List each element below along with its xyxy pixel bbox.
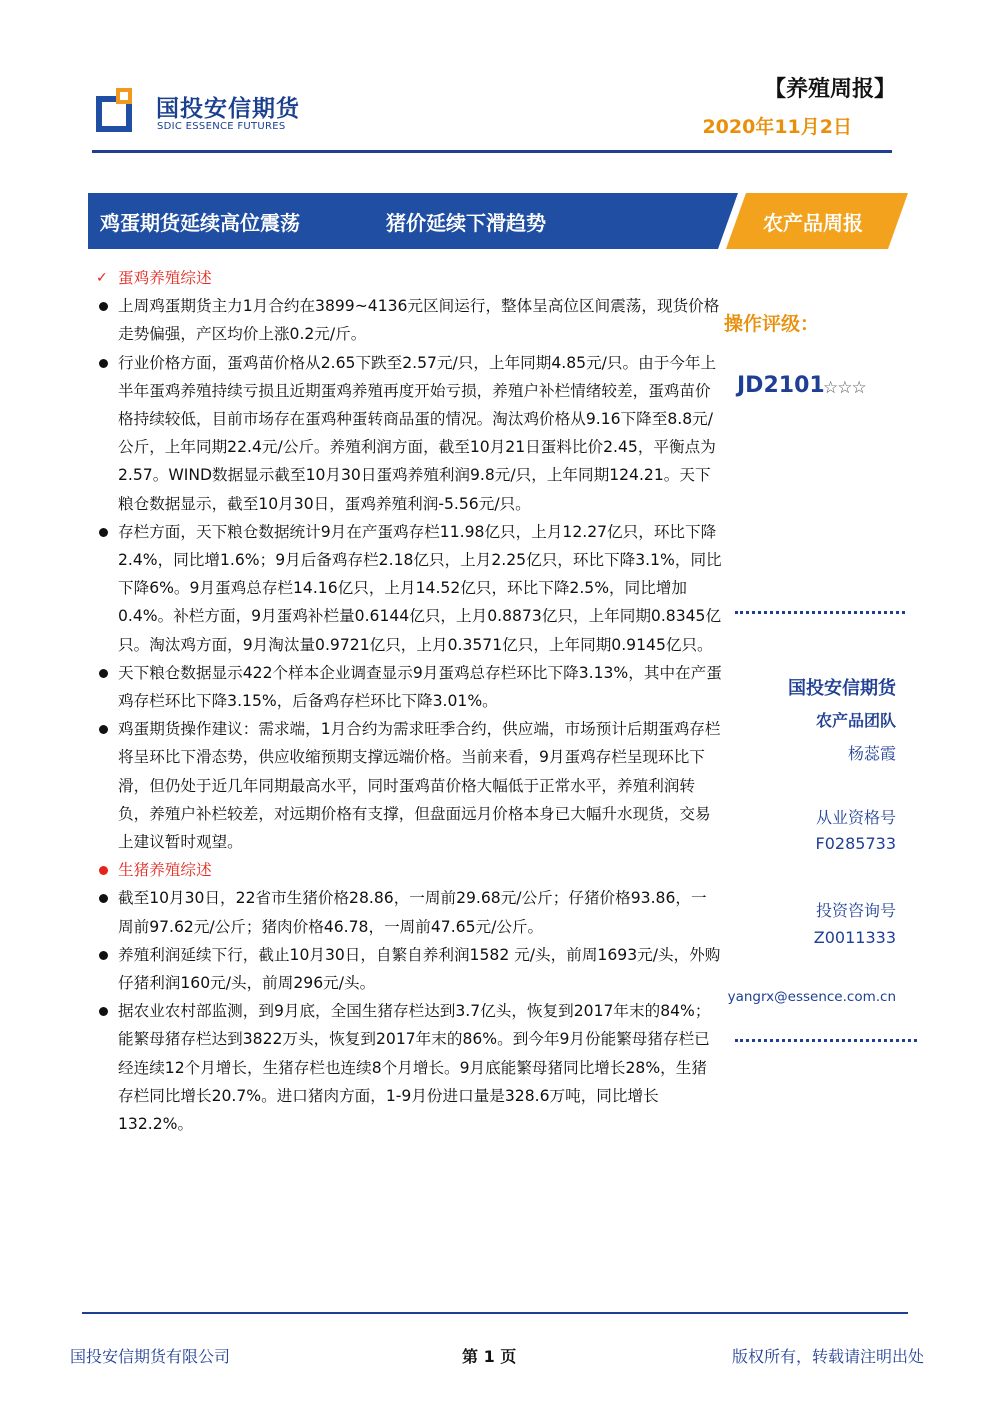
- paragraph: [96, 715, 722, 856]
- analyst-name: 杨蕊霞: [847, 744, 896, 763]
- paragraph-text: 鸡蛋期货操作建议：需求端，1月合约为需求旺季合约，供应端，市场预计后期蛋鸡存栏将呈环比下滑态势，供应收缩预期支撑远端价格。当前来看，9月蛋鸡存栏呈现环比下滑，但仍处于近几年同期最高水平，同时蛋鸡苗价格大幅低于正常水平，养殖利润转负，养殖户补栏较差，对远期价格有支撑，但盘面远月价格本身已大幅升水现货，交易上建议暂时观望。: [118, 720, 721, 852]
- header-divider: [92, 150, 892, 153]
- paragraph: [96, 292, 722, 348]
- consult-number: Z0011333: [813, 928, 896, 947]
- qualification-label: 从业资格号: [815, 808, 896, 827]
- page-number: 第 1 页: [462, 1347, 517, 1366]
- company-logo-icon: [96, 88, 140, 132]
- section-heading-hogs: [96, 856, 722, 884]
- sidebar-divider: [735, 1039, 917, 1042]
- headline-eggs: 鸡蛋期货延续高位震荡: [100, 211, 300, 235]
- star-rating-icon: ☆☆☆: [823, 378, 866, 398]
- consult-label: 投资咨询号: [815, 901, 896, 920]
- sidebar-company: 国投安信期货: [788, 678, 896, 699]
- report-date: 2020年11月2日: [702, 116, 852, 138]
- paragraph: [96, 941, 722, 997]
- footer-company: 国投安信期货有限公司: [70, 1347, 231, 1366]
- paragraph: [96, 659, 722, 715]
- bullet-icon: [99, 669, 108, 678]
- report-type: 【养殖周报】: [763, 77, 896, 102]
- headline-hogs: 猪价延续下滑趋势: [386, 211, 546, 235]
- rating-label: 操作评级：: [724, 313, 820, 335]
- bullet-icon: [99, 528, 108, 537]
- paragraph-text: 养殖利润延续下行，截止10月30日，自繁自养利润1582 元/头，前周1693元/头，外购仔猪利润160元/头，前周296元/头。: [118, 945, 721, 993]
- paragraph: [96, 518, 722, 659]
- paragraph-text: 存栏方面，天下粮仓数据统计9月在产蛋鸡存栏11.98亿只，上月12.27亿只，环比下降2.4%，同比增1.6%；9月后备鸡存栏2.18亿只，上月2.25亿只，环比下降3.1%，同比下降6%。9月蛋鸡总存栏14.16亿只，上月14.52亿只，环比下降2.5%，同比增加0.4%。补栏方面，9月蛋鸡补栏量0.6144亿只，上月0.8873亿只，上年同期0.8345亿只。淘汰鸡方面，9月淘汰量0.9721亿只，上月0.3571亿只，上年同期0.9145亿只。: [118, 522, 722, 654]
- logo-text-en: SDIC ESSENCE FUTURES: [157, 121, 286, 132]
- footer-divider: [82, 1312, 908, 1314]
- check-icon: ✓: [96, 270, 108, 286]
- bullet-icon: [99, 1007, 108, 1016]
- paragraph-text: 上周鸡蛋期货主力1月合约在3899~4136元区间运行，整体呈高位区间震荡，现货价格走势偏强，产区均价上涨0.2元/斤。: [118, 297, 720, 344]
- paragraph: [96, 349, 722, 518]
- section-title: 生猪养殖综述: [118, 861, 212, 880]
- footer-copyright: 版权所有，转载请注明出处: [731, 1347, 924, 1366]
- paragraph: [96, 884, 722, 940]
- paragraph-text: 截至10月30日，22省市生猪价格28.86，一周前29.68元/公斤；仔猪价格93.86，一周前97.62元/公斤；猪肉价格46.78，一周前47.65元/公斤。: [118, 889, 707, 936]
- paragraph-text: 行业价格方面，蛋鸡苗价格从2.65下跌至2.57元/只，上年同期4.85元/只。由于今年上半年蛋鸡养殖持续亏损且近期蛋鸡养殖再度开始亏损，养殖户补栏情绪较差，蛋鸡苗价格持续较低，目前市场存在蛋鸡种蛋转商品蛋的情况。淘汰鸡价格从9.16下降至8.8元/公斤，上年同期22.4元/公斤。养殖利润方面，截至10月21日蛋料比价2.45，平衡点为2.57。WIND数据显示截至10月30日蛋鸡养殖利润9.8元/只，上年同期124.21。天下粮仓数据显示，截至10月30日，蛋鸡养殖利润-5.56元/只。: [118, 353, 717, 513]
- report-body: [96, 264, 722, 1138]
- section-heading-eggs: [96, 264, 722, 292]
- sidebar-divider: [735, 611, 905, 614]
- red-bullet-icon: [99, 866, 108, 875]
- paragraph-text: 天下粮仓数据显示422个样本企业调查显示9月蛋鸡总存栏环比下降3.13%，其中在产蛋鸡存栏环比下降3.15%，后备鸡存栏环比下降3.01%。: [118, 663, 722, 711]
- section-title: 蛋鸡养殖综述: [118, 269, 212, 287]
- bullet-icon: [99, 359, 108, 368]
- paragraph: [96, 997, 722, 1138]
- bullet-icon: [99, 725, 108, 734]
- sidebar-team: 农产品团队: [815, 711, 896, 730]
- contract-code: JD2101: [737, 373, 825, 398]
- logo-text-cn: 国投安信期货: [156, 96, 300, 122]
- analyst-email[interactable]: yangrx@essence.com.cn: [727, 989, 896, 1005]
- bullet-icon: [99, 302, 108, 311]
- bullet-icon: [99, 894, 108, 903]
- qualification-number: F0285733: [815, 834, 896, 853]
- bullet-icon: [99, 951, 108, 960]
- category-tag-label: 农产品周报: [763, 211, 863, 235]
- paragraph-text: 据农业农村部监测，到9月底，全国生猪存栏达到3.7亿头，恢复到2017年末的84%；能繁母猪存栏达到3822万头，恢复到2017年末的86%。到今年9月份能繁母猪存栏已经连续12个月增长，生猪存栏也连续8个月增长。9月底能繁母猪同比增长28%，生猪存栏同比增长20.7%。进口猪肉方面，1-9月份进口量是328.6万吨，同比增长132.2%。: [118, 1002, 711, 1134]
